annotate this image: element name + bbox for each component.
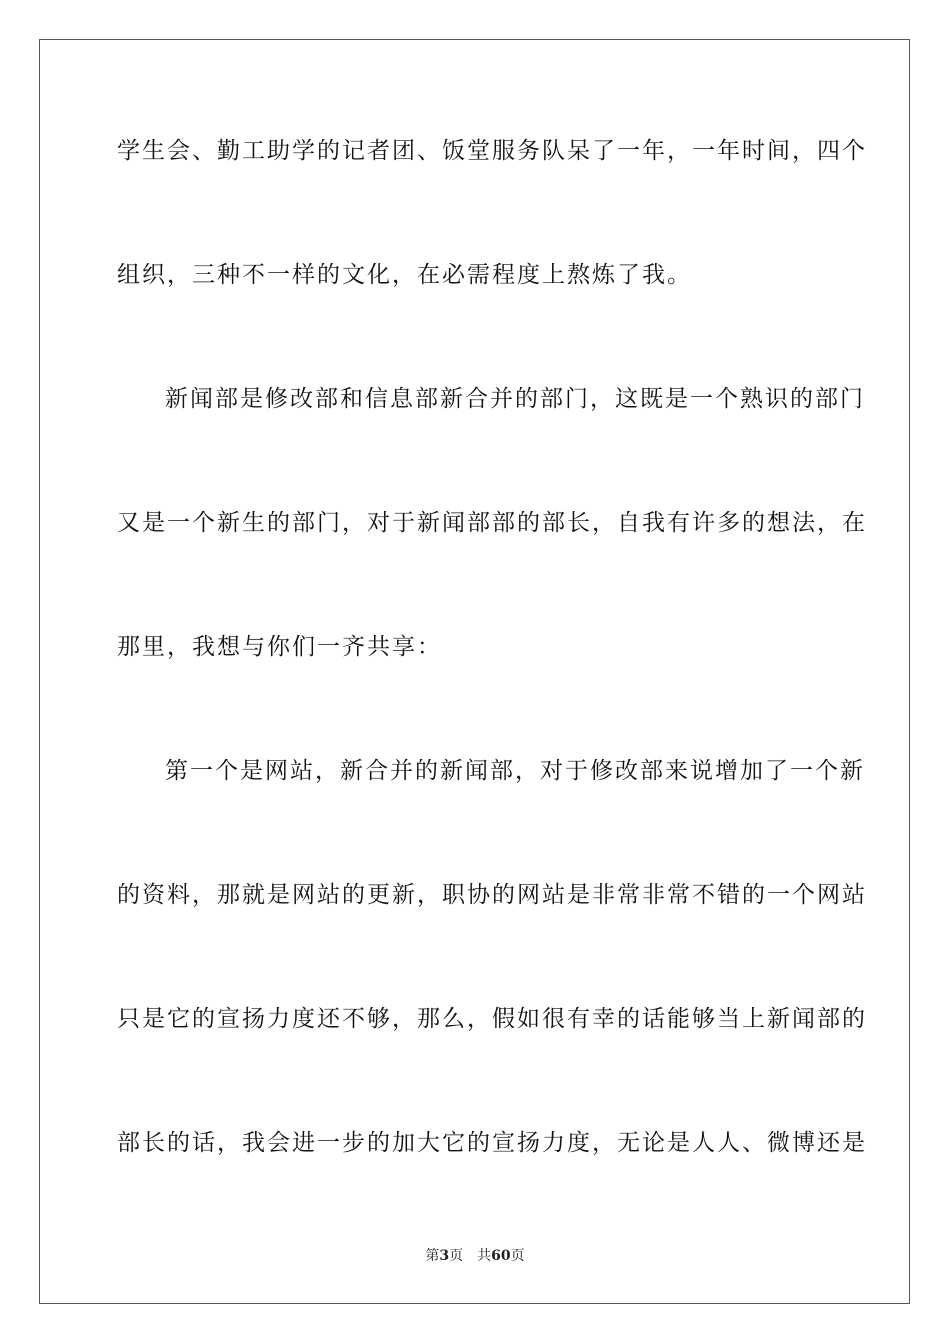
- footer-page-total: 60: [491, 1248, 511, 1264]
- body-line-6: 第一个是网站，新合并的新闻部，对于修改部来说增加了一个新: [165, 758, 865, 784]
- body-line-3: 新闻部是修改部和信息部新合并的部门，这既是一个熟识的部门: [165, 386, 865, 412]
- body-line-9: 部长的话，我会进一步的加大它的宣扬力度，无论是人人、微博还是: [117, 1130, 867, 1156]
- body-line-8: 只是它的宣扬力度还不够，那么，假如很有幸的话能够当上新闻部的: [117, 1006, 867, 1032]
- footer-page-prefix: 第: [425, 1248, 440, 1264]
- footer-page-suffix: 页: [449, 1248, 464, 1264]
- footer-total-suffix: 页: [510, 1248, 525, 1264]
- page-frame: [39, 39, 910, 1304]
- footer-total-prefix: 共: [477, 1248, 492, 1264]
- body-line-7: 的资料，那就是网站的更新，职协的网站是非常非常不错的一个网站: [117, 882, 867, 908]
- body-line-5: 那里，我想与你们一齐共享：: [117, 634, 442, 660]
- body-line-4: 又是一个新生的部门，对于新闻部部的部长，自我有许多的想法，在: [117, 510, 867, 536]
- body-line-1: 学生会、勤工助学的记者团、饭堂服务队呆了一年，一年时间，四个: [117, 138, 867, 164]
- footer-page-current: 3: [439, 1248, 450, 1264]
- page-footer: [0, 1247, 950, 1265]
- body-line-2: 组织，三种不一样的文化，在必需程度上熬炼了我。: [117, 262, 692, 288]
